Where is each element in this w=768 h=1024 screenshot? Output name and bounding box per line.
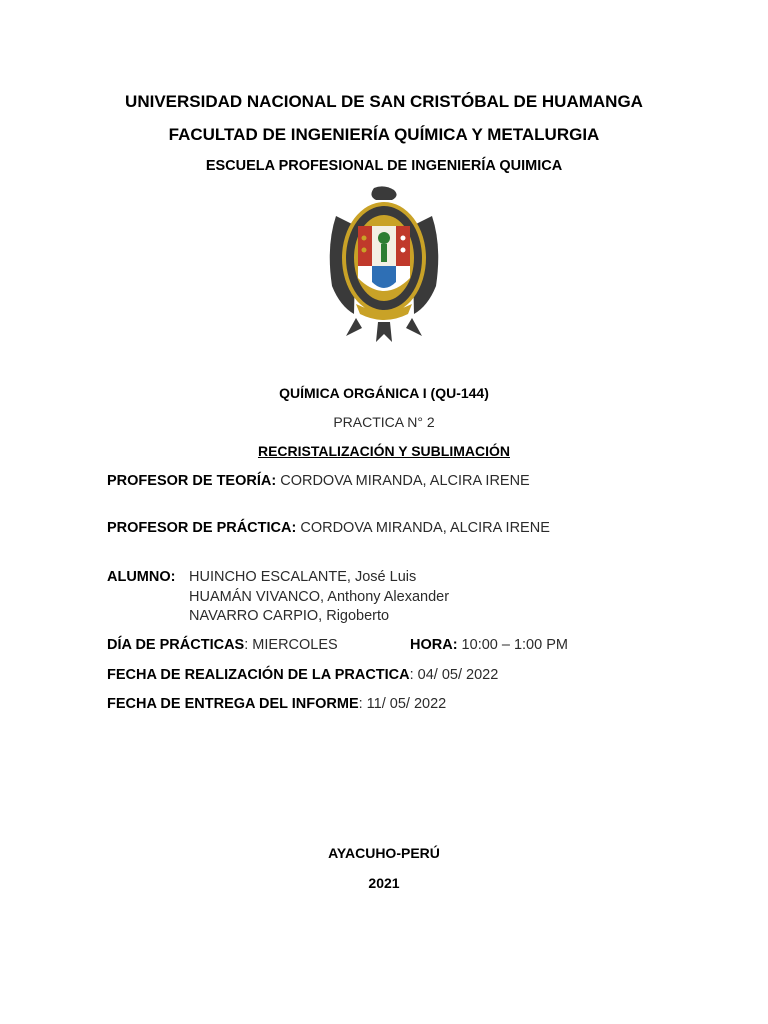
practice-professor-row xyxy=(107,520,550,536)
university-seal-icon xyxy=(326,186,442,346)
practice-day-label: DÍA DE PRÁCTICAS xyxy=(107,637,245,653)
student-name-2: HUAMÁN VIVANCO, Anthony Alexander xyxy=(189,589,450,605)
delivery-date-value: : 11/ 05/ 2022 xyxy=(358,696,447,712)
student-name-3: NAVARRO CARPIO, Rigoberto xyxy=(189,608,390,624)
practice-professor-label: PROFESOR DE PRÁCTICA: xyxy=(107,520,297,536)
theory-professor-row xyxy=(107,473,530,489)
realization-date-label: FECHA DE REALIZACIÓN DE LA PRACTICA xyxy=(107,667,410,683)
year: 2021 xyxy=(368,875,400,891)
student-name-1: HUINCHO ESCALANTE, José Luis xyxy=(189,569,417,585)
delivery-date-label: FECHA DE ENTREGA DEL INFORME xyxy=(107,696,359,712)
school-name: ESCUELA PROFESIONAL DE INGENIERÍA QUIMICA xyxy=(205,158,563,174)
practice-time-value: 10:00 – 1:00 PM xyxy=(457,637,568,653)
place: AYACUHO-PERÚ xyxy=(328,845,440,861)
realization-date-value: : 04/ 05/ 2022 xyxy=(409,667,499,683)
practice-day-value: : MIERCOLES xyxy=(244,637,338,653)
theory-professor-label: PROFESOR DE TEORÍA: xyxy=(107,473,277,489)
practice-topic-text: RECRISTALIZACIÓN Y SUBLIMACIÓN xyxy=(257,443,510,459)
course-name: QUÍMICA ORGÁNICA I (QU-144) xyxy=(279,385,489,401)
practice-professor-value: CORDOVA MIRANDA, ALCIRA IRENE xyxy=(296,520,550,536)
practice-time-label: HORA: xyxy=(410,637,458,653)
delivery-date-row xyxy=(107,696,446,712)
practice-time-row xyxy=(410,637,568,653)
practice-topic xyxy=(0,443,768,459)
realization-date-row xyxy=(107,667,498,683)
practice-day-row xyxy=(107,637,338,653)
students-label: ALUMNO: xyxy=(107,569,176,585)
theory-professor-value: CORDOVA MIRANDA, ALCIRA IRENE xyxy=(276,473,530,489)
practice-number: PRACTICA N° 2 xyxy=(333,414,435,430)
faculty-name: FACULTAD DE INGENIERÍA QUÍMICA Y METALURGIA xyxy=(168,125,600,144)
university-name: UNIVERSIDAD NACIONAL DE SAN CRISTÓBAL DE HUAMANGA xyxy=(125,92,643,111)
